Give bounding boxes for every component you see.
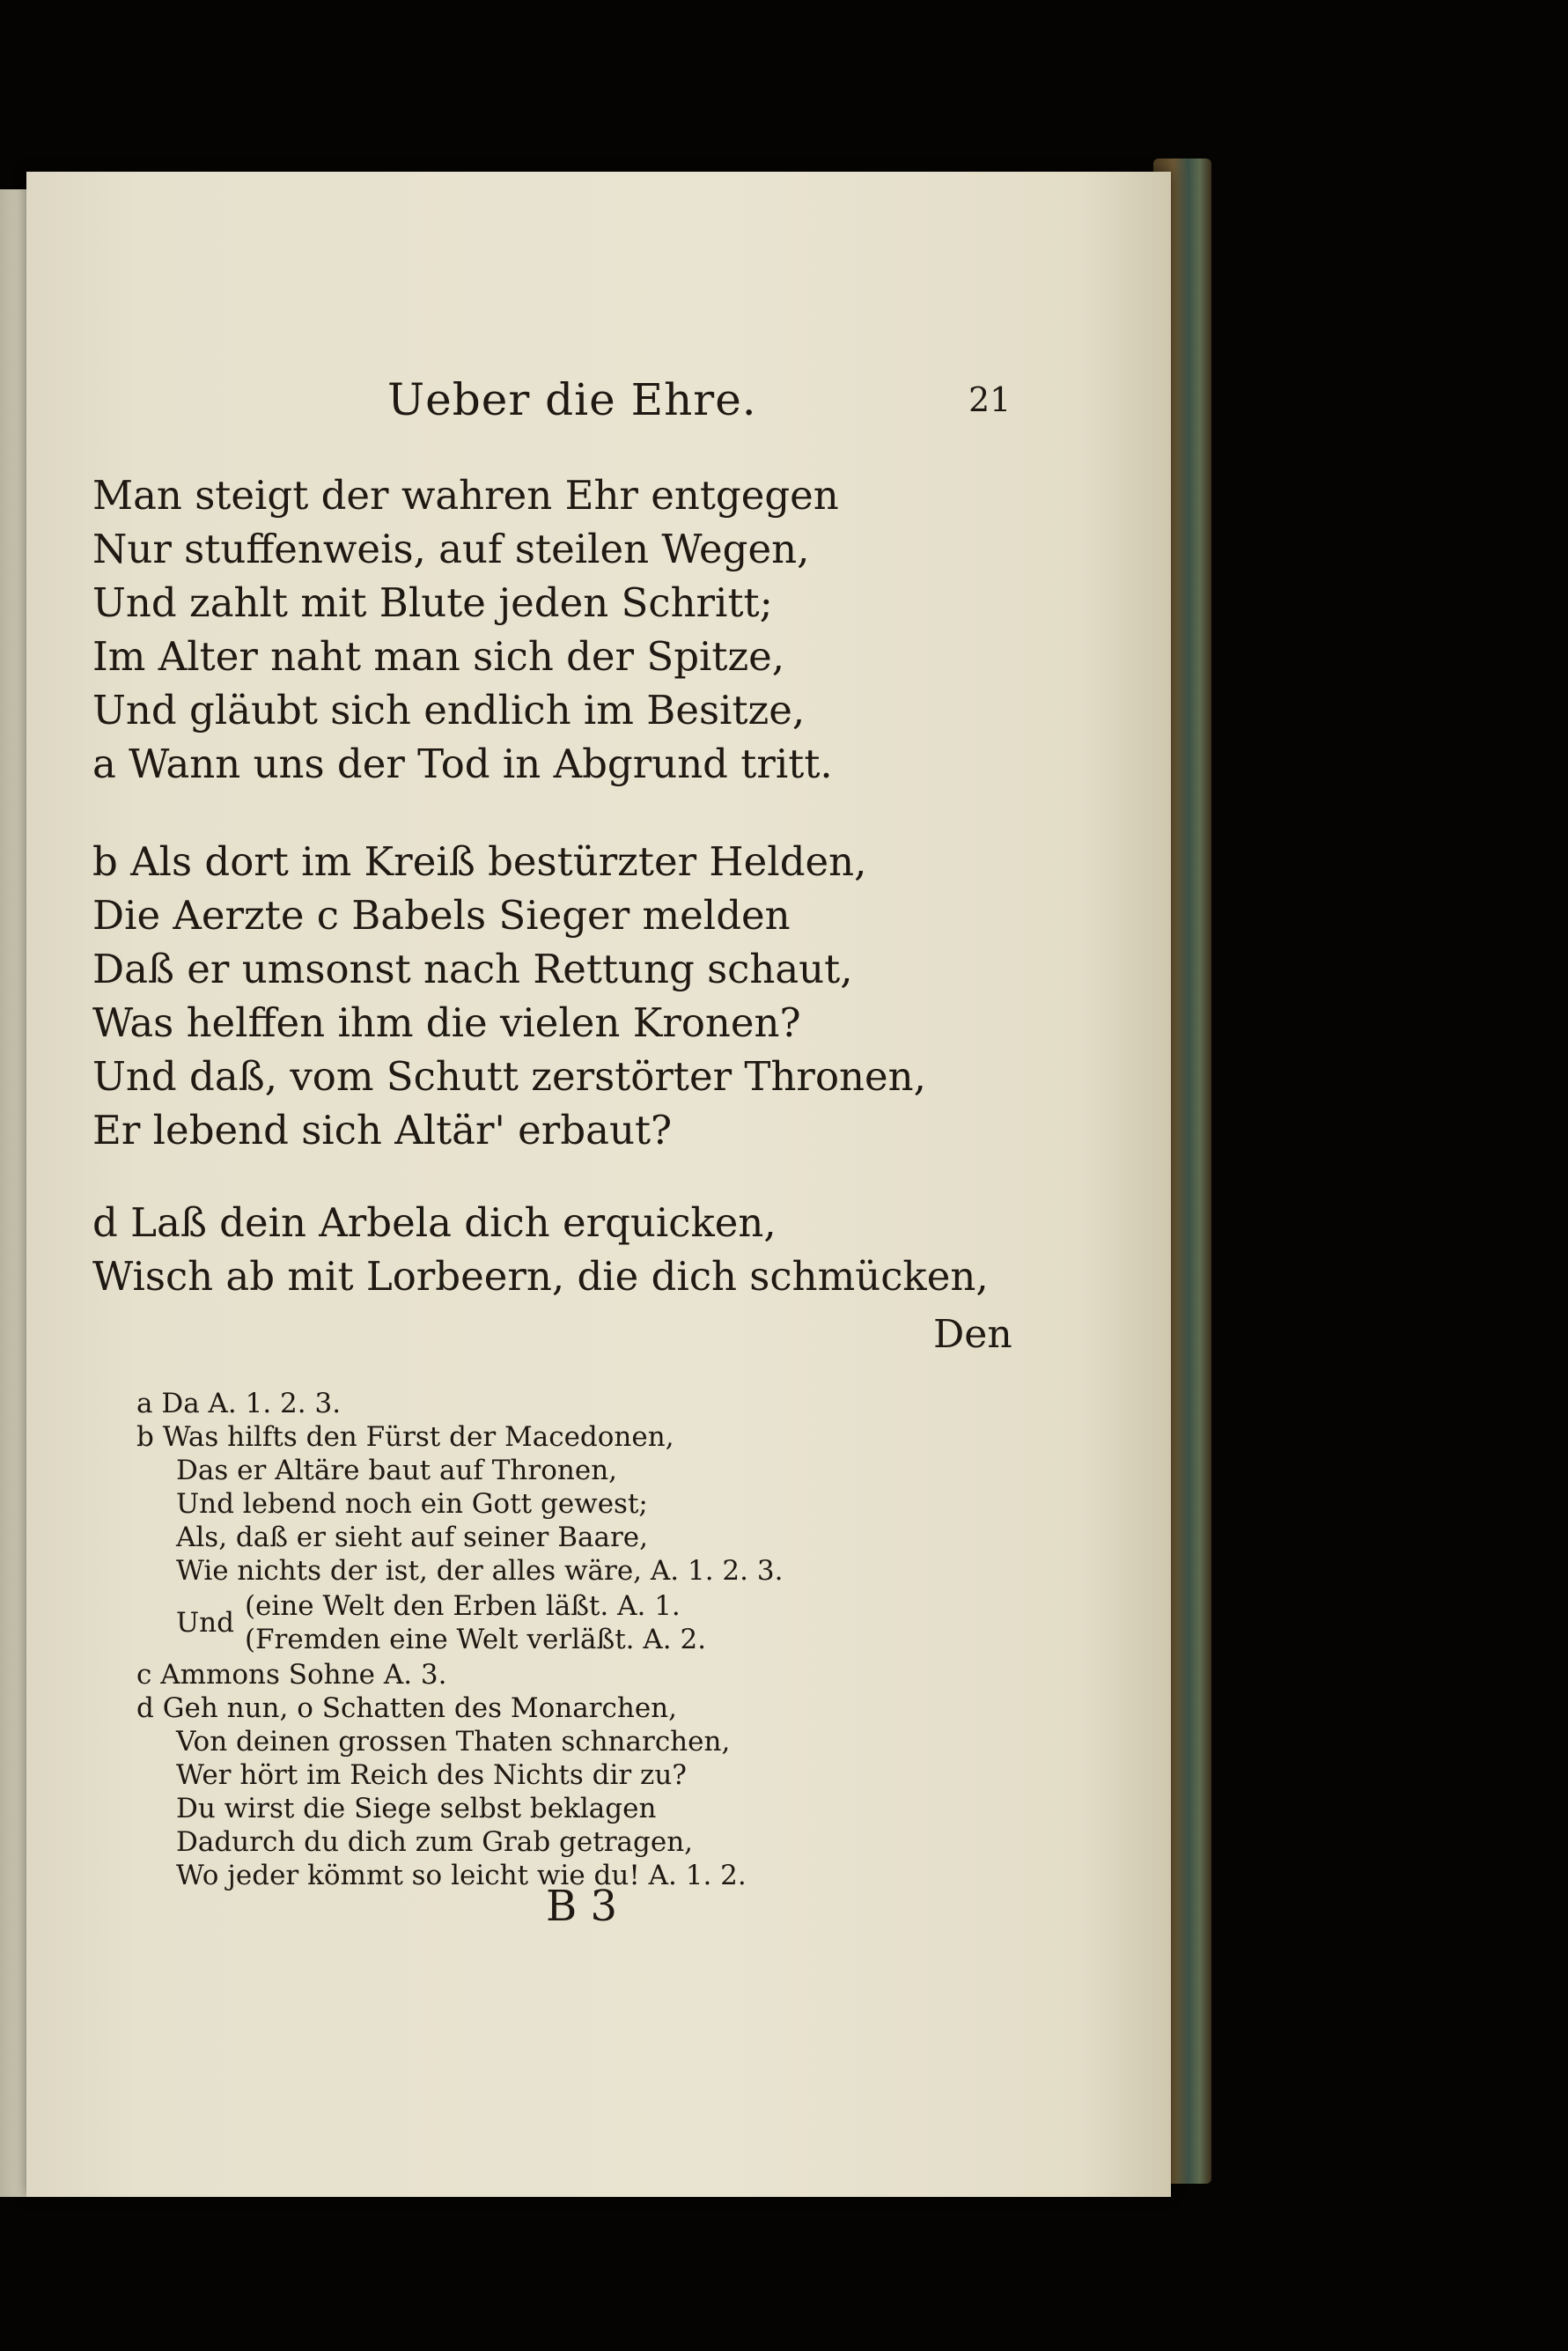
signature-mark: B 3: [546, 1882, 618, 1931]
verse-line: Und zahlt mit Blute jeden Schritt;: [92, 579, 773, 626]
stanza-1: [92, 468, 1008, 791]
footnote-b-line: Wie nichts der ist, der alles wäre, A. 1. 2. 3.: [176, 1555, 784, 1587]
verse-line: Er lebend sich Altär' erbaut?: [92, 1107, 673, 1153]
footnote-d-line: d Geh nun, o Schatten des Monarchen,: [136, 1692, 677, 1724]
running-title: Ueber die Ehre.: [387, 374, 757, 425]
page-number: 21: [968, 380, 1012, 419]
footnote-c: c Ammons Sohne A. 3.: [136, 1659, 447, 1691]
footnote-b-line: b Was hilfts den Fürst der Macedonen,: [136, 1421, 674, 1453]
verse-line: Man steigt der wahren Ehr entgegen: [92, 472, 839, 519]
footnote-d-line: Du wirst die Siege selbst beklagen: [176, 1793, 657, 1824]
verse-line: Daß er umsonst nach Rettung schaut,: [92, 946, 853, 992]
variant-lead-word: Und: [176, 1607, 234, 1639]
footnote-variant-block: [136, 1589, 1017, 1656]
left-page-edge: [0, 189, 26, 2197]
verse-line: Und daß, vom Schutt zerstörter Thronen,: [92, 1053, 926, 1100]
footnote-d-line: Von deinen grossen Thaten schnarchen,: [176, 1726, 731, 1758]
verse-line: Und gläubt sich endlich im Besitze,: [92, 687, 806, 733]
verse-line: Die Aerzte c Babels Sieger melden: [92, 892, 791, 939]
verse-line: d Laß dein Arbela dich erquicken,: [92, 1199, 777, 1246]
footnote-d-line: Wo jeder kömmt so leicht wie du! A. 1. 2.: [176, 1860, 747, 1891]
footnotes: [136, 1387, 1017, 1892]
variant-line: (Fremden eine Welt verläßt. A. 2.: [244, 1624, 707, 1655]
footnote-d-line: Wer hört im Reich des Nichts dir zu?: [176, 1759, 687, 1791]
footnote-d-line: Dadurch du dich zum Grab getragen,: [176, 1826, 694, 1858]
verse-line: a Wann uns der Tod in Abgrund tritt.: [92, 741, 833, 787]
stanza-2: [92, 835, 1008, 1157]
footnote-b-line: Das er Altäre baut auf Thronen,: [176, 1455, 618, 1486]
verse-line: Nur stuffenweis, auf steilen Wegen,: [92, 526, 810, 572]
footnote-b-line: Als, daß er sieht auf seiner Baare,: [176, 1522, 648, 1553]
variant-line: (eine Welt den Erben läßt. A. 1.: [244, 1590, 681, 1622]
footnote-a: a Da A. 1. 2. 3.: [136, 1388, 342, 1419]
verse-line: Wisch ab mit Lorbeern, die dich schmücken,: [92, 1253, 989, 1300]
footnote-b-line: Und lebend noch ein Gott gewest;: [176, 1488, 648, 1520]
catchword: Den: [933, 1312, 1012, 1357]
verse-line: Was helffen ihm die vielen Kronen?: [92, 999, 801, 1046]
stanza-3: [92, 1196, 1008, 1303]
verse-line: b Als dort im Kreiß bestürzter Helden,: [92, 838, 867, 885]
verse-line: Im Alter naht man sich der Spitze,: [92, 633, 785, 680]
variant-lines: [245, 1589, 706, 1656]
